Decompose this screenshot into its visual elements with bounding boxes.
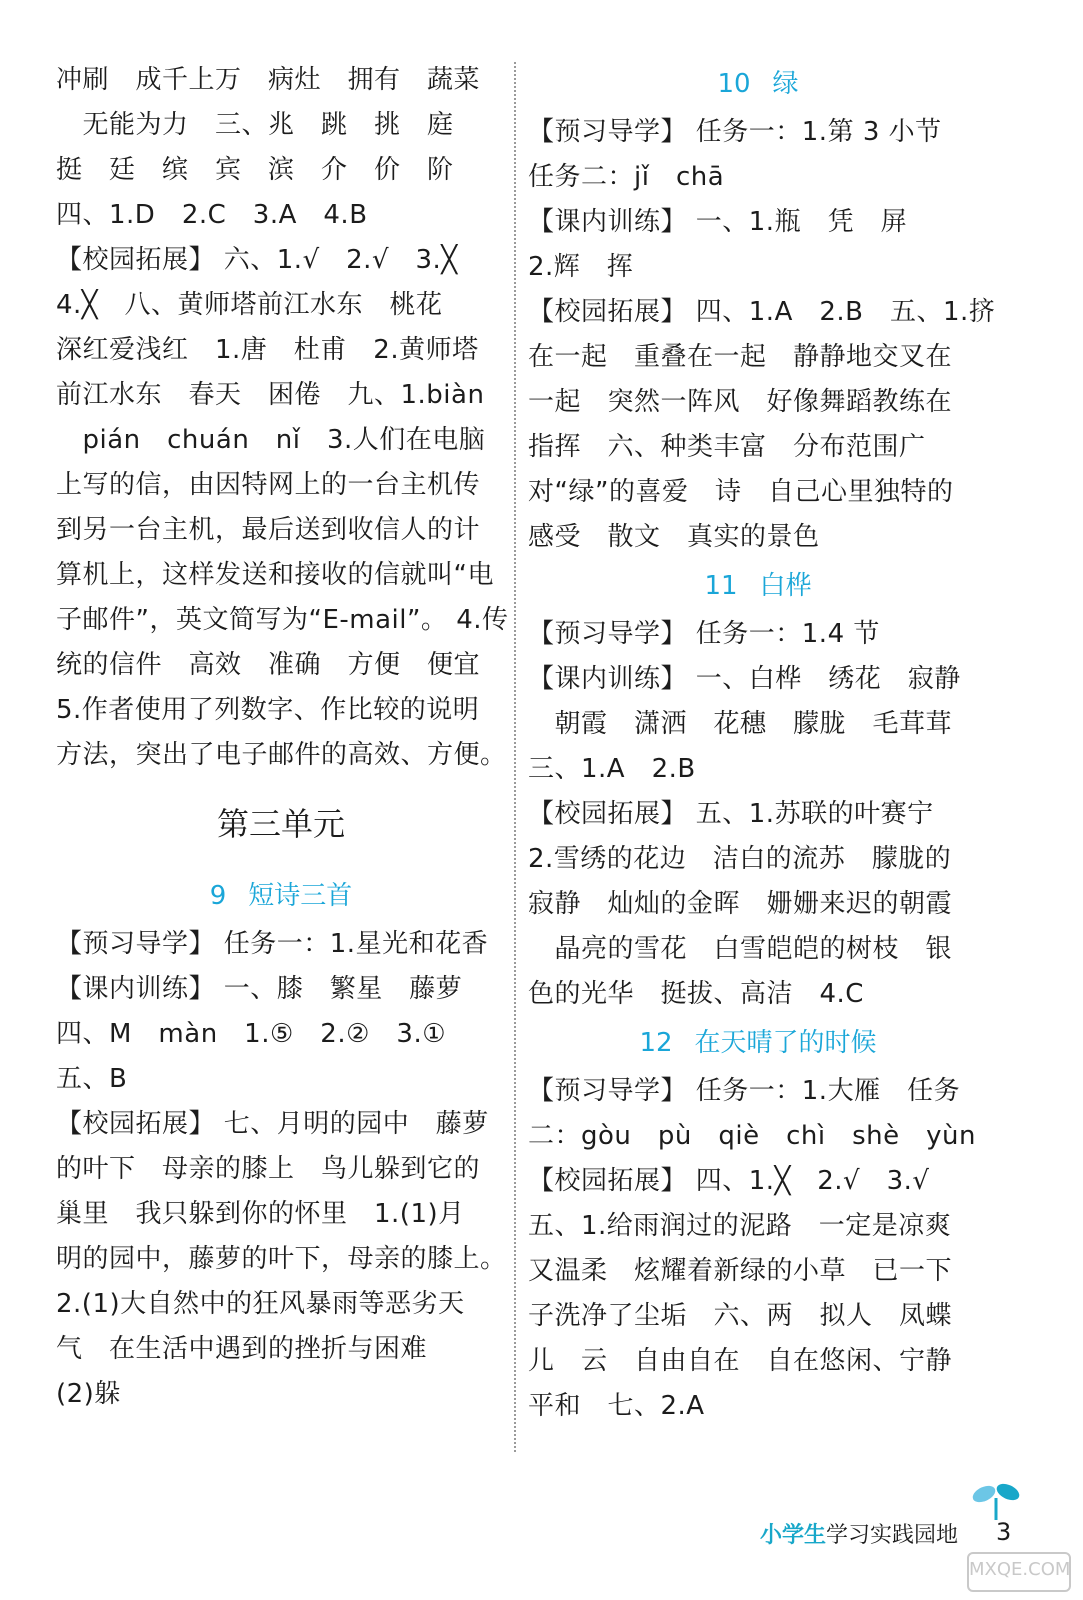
answer-line: 三、1.A 2.B [528,754,696,784]
answer-line: 气 在生活中遇到的挫折与困难 [56,1334,428,1364]
lesson-heading [528,560,988,612]
answer-line: 【课内训练】 一、1.瓶 凭 屏 [528,207,908,237]
answer-line: 【预习导学】 任务一：1.星光和花香 [56,929,489,959]
left-column [56,58,509,1417]
answer-line: 朝霞 潇洒 花穗 朦胧 毛茸茸 [528,709,953,739]
answer-line: 挺 廷 缤 宾 滨 介 价 阶 [56,155,454,185]
answer-line: 【预习导学】 任务一：1.第 3 小节 [528,117,942,147]
answer-line: 又温柔 炫耀着新绿的小草 已一下 [528,1256,953,1286]
brand-highlight: 小学生 [760,1523,827,1548]
answer-line: 指挥 六、种类丰富 分布范围广 [528,432,926,462]
lesson-heading [528,58,988,110]
answer-line: 2.(1)大自然中的狂风暴雨等恶劣天 [56,1289,465,1319]
answer-line: 四、M màn 1.⑤ 2.② 3.① [56,1019,447,1049]
answer-line: 四、1.D 2.C 3.A 4.B [56,200,368,230]
page-number: 3 [996,1518,1012,1546]
answer-line: 【校园拓展】 六、1.√ 2.√ 3.╳ [56,245,458,275]
answer-line: 上写的信，由因特网上的一台主机传 [56,470,481,500]
lesson-number: 11 [704,571,738,601]
lesson-title: 白桦 [759,571,812,601]
answer-line: 5.作者使用了列数字、作比较的说明 [56,695,480,725]
answer-line: 到另一台主机，最后送到收信人的计 [56,515,481,545]
answer-line: 前江水东 春天 困倦 九、1.biàn [56,380,485,410]
sprout-logo-icon [968,1480,1024,1520]
answer-line: 方法，突出了电子邮件的高效、方便。 [56,740,507,770]
answer-line: 冲刷 成千上万 病灶 拥有 蔬菜 [56,65,481,95]
lesson-number: 10 [717,69,751,99]
unit-title: 第三单元 [216,805,345,843]
answer-line: 【预习导学】 任务一：1.4 节 [528,619,880,649]
lesson-number: 9 [209,881,227,911]
lesson-heading [528,1017,988,1069]
answer-line: 明的园中，藤萝的叶下，母亲的膝上。 [56,1244,507,1274]
answer-line: 【校园拓展】 四、1.╳ 2.√ 3.√ [528,1166,930,1196]
answer-line: 的叶下 母亲的膝上 鸟儿躲到它的 [56,1154,481,1184]
answer-line: 色的光华 挺拔、高洁 4.C [528,979,864,1009]
answer-line: 对“绿”的喜爱 诗 自己心里独特的 [528,477,954,507]
answer-line: pián chuán nǐ 3.人们在电脑 [56,425,486,455]
answer-line: 一起 突然一阵风 好像舞蹈教练在 [528,387,953,417]
brand-name [760,1518,958,1549]
answer-line: 巢里 我只躲到你的怀里 1.(1)月 [56,1199,465,1229]
answer-line: 任务二：jǐ chā [528,162,725,192]
brand-rest: 学习实践园地 [826,1523,959,1548]
lesson-title: 绿 [772,69,799,99]
answer-line: 2.辉 挥 [528,252,634,282]
answer-line: 4.╳ 八、黄师塔前江水东 桃花 [56,290,443,320]
answer-line: (2)躲 [56,1379,121,1409]
right-column [528,58,996,1429]
answer-line: 晶亮的雪花 白雪皑皑的树枝 银 [528,934,953,964]
lesson-title: 短诗三首 [248,881,353,911]
answer-line: 平和 七、2.A [528,1391,705,1421]
answer-line: 【预习导学】 任务一：1.大雁 任务 [528,1076,961,1106]
watermark: MXQE.COM [967,1552,1071,1592]
answer-line: 在一起 重叠在一起 静静地交叉在 [528,342,953,372]
answer-line: 【校园拓展】 七、月明的园中 藤萝 [56,1109,489,1139]
answer-line: 子洗净了尘垢 六、两 拟人 凤蝶 [528,1301,953,1331]
answer-line: 五、B [56,1064,128,1094]
answer-line: 统的信件 高效 准确 方便 便宜 [56,650,481,680]
answer-line: 五、1.给雨润过的泥路 一定是凉爽 [528,1211,952,1241]
answer-line: 二：gòu pù qiè chì shè yùn [528,1121,976,1151]
column-divider [514,62,516,1452]
lesson-number: 12 [639,1028,673,1058]
answer-line: 寂静 灿灿的金晖 姗姗来迟的朝霞 [528,889,953,919]
answer-line: 算机上，这样发送和接收的信就叫“电 [56,560,494,590]
answer-line: 2.雪绣的花边 洁白的流苏 朦胧的 [528,844,952,874]
answer-line: 儿 云 自由自在 自在悠闲、宁静 [528,1346,953,1376]
answer-line: 子邮件”，英文简写为“E-mail”。 4.传 [56,605,509,635]
answer-line: 【课内训练】 一、白桦 绣花 寂静 [528,664,961,694]
lesson-title: 在天晴了的时候 [694,1028,877,1058]
answer-line: 【校园拓展】 四、1.A 2.B 五、1.挤 [528,297,996,327]
answer-line: 无能为力 三、兆 跳 挑 庭 [56,110,454,140]
lesson-heading [56,870,506,922]
answer-line: 【校园拓展】 五、1.苏联的叶赛宁 [528,799,934,829]
answer-line: 【课内训练】 一、膝 繁星 藤萝 [56,974,463,1004]
answer-line: 感受 散文 真实的景色 [528,522,820,552]
answer-line: 深红爱浅红 1.唐 杜甫 2.黄师塔 [56,335,479,365]
